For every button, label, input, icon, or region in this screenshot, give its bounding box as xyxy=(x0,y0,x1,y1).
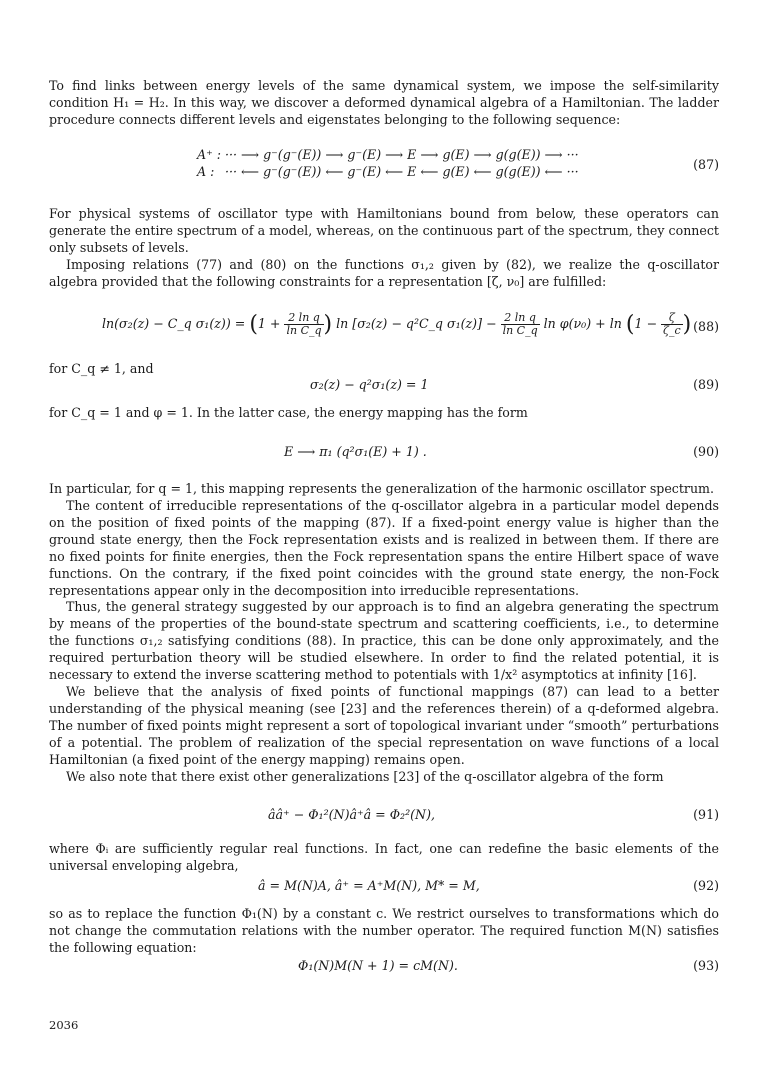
page-number: 2036 xyxy=(49,1018,79,1032)
equation-93 xyxy=(49,958,719,978)
equation-89-body: σ₂(z) − q²σ₁(z) = 1 xyxy=(310,377,429,392)
ladder-row-1-label: A⁺ : xyxy=(197,147,221,162)
equation-91 xyxy=(49,807,719,827)
equation-number-89: (89) xyxy=(693,377,719,392)
equation-90-body: E ⟶ π₁ (q²σ₁(E) + 1) . xyxy=(284,444,427,459)
equation-87 xyxy=(49,146,719,186)
equation-90 xyxy=(49,444,719,464)
equation-89 xyxy=(49,377,719,397)
equation-number-92: (92) xyxy=(693,878,719,893)
ladder-row-2-label: A : xyxy=(197,164,215,179)
equation-91-body: ââ⁺ − Φ₁²(N)â⁺â = Φ₂²(N), xyxy=(268,807,435,822)
paragraph-6: In particular, for q = 1, this mapping represents the generalization of the harmonic oscillator spectrum. xyxy=(49,481,714,496)
paragraph-8: Thus, the general strategy suggested by our approach is to find an algebra generating the spectrum by means of the properties of the bound-state spectrum and scattering coefficients, i.e., to determine the functions σ₁,₂ satisfying conditions (88). In practice, this can be done only approximately, and the required perturbation theory will be studied elsewhere. In order to find the related potential, it is necessary to extend the inverse scattering method to potentials with 1/x² asymptotics at infinity [16]. xyxy=(49,599,719,682)
equation-92 xyxy=(49,878,719,898)
paragraph-4: for C_q ≠ 1, and xyxy=(49,361,154,376)
eq88-fraction-3: $\frac{\zeta}{\zeta\_c}$ xyxy=(663,311,681,337)
eq88-middle: ln [σ₂(z) − q²C_q σ₁(z)] − xyxy=(336,316,497,331)
paragraph-11: where Φᵢ are sufficiently regular real functions. In fact, one can redefine the basic elements of the universal enveloping algebra, xyxy=(49,841,719,873)
paragraph-9: We believe that the analysis of fixed points of functional mappings (87) can lead to a better understanding of the physical meaning (see [23] and the references therein) of a q-deformed algebra. The number of fixed points might represent a sort of topological invariant under “smooth” perturbations of a potential. The problem of realization of the special representation on wave functions of a local Hamiltonian (a fixed point of the energy mapping) remains open. xyxy=(49,684,719,767)
equation-93-body: Φ₁(N)M(N + 1) = cM(N). xyxy=(298,958,458,973)
paragraph-3: Imposing relations (77) and (80) on the functions σ₁,₂ given by (82), we realize the q-oscillator algebra provided that the following constraints for a representation [ζ, ν₀] are fulfilled: xyxy=(49,257,719,289)
equation-88 xyxy=(49,306,719,346)
equation-88-body: ln(σ₂(z) − C_q σ₁(z)) = (1 + $\frac{\text{2 ln q}}{\text{ln C\_q}}$ ) ln [σ₂(z) − q²C_q σ₁(z)] − $\frac{\text{2 ln q}}{\text{ln C\_q}}$ ln φ(ν₀) + ln (1 − $\frac{\zeta}{\zeta\_c}$ ) xyxy=(102,311,692,337)
equation-number-93: (93) xyxy=(693,958,719,973)
equation-number-87: (87) xyxy=(693,157,719,172)
eq88-fraction-1: $\frac{\text{2 ln q}}{\text{ln C\_q}}$ xyxy=(286,311,322,337)
paragraph-10: We also note that there exist other generalizations [23] of the q-oscillator algebra of the form xyxy=(66,769,664,784)
ladder-row-2: ··· ⟵ g⁻(g⁻(E)) ⟵ g⁻(E) ⟵ E ⟵ g(E) ⟵ g(g(E)) ⟵ ··· xyxy=(225,164,579,179)
equation-92-body: â = M(N)A, â⁺ = A⁺M(N), M* = M, xyxy=(258,878,480,893)
paragraph-12: so as to replace the function Φ₁(N) by a constant c. We restrict ourselves to transformations which do not change the commutation relations with the number operator. The required function M(N) satisfies the following equation: xyxy=(49,906,719,955)
paragraph-7: The content of irreducible representations of the q-oscillator algebra in a particular model depends on the position of fixed points of the mapping (87). If a fixed-point energy value is higher than the ground state energy, then the Fock representation exists and is realized in between them. If there are no fixed points for finite energies, then the Fock representation spans the entire Hilbert space of wave functions. On the contrary, if the fixed point coincides with the ground state energy, the non-Fock representations appear only in the decomposition into irreducible representations. xyxy=(49,498,719,598)
paragraph-2: For physical systems of oscillator type with Hamiltonians bound from below, these operators can generate the entire spectrum of a model, whereas, on the continuous part of the spectrum, they connect only subsets of levels. xyxy=(49,206,719,255)
equation-number-91: (91) xyxy=(693,807,719,822)
eq88-fraction-2: $\frac{\text{2 ln q}}{\text{ln C\_q}}$ xyxy=(502,311,538,337)
equation-number-88: (88) xyxy=(693,319,719,334)
eq88-tail: ln φ(ν₀) + ln xyxy=(543,316,622,331)
ladder-sequence xyxy=(197,146,583,180)
paragraph-1: To find links between energy levels of the same dynamical system, we impose the self-similarity condition H₁ = H₂. In this way, we discover a deformed dynamical algebra of a Hamiltonian. The ladder procedure connects different levels and eigenstates belonging to the following sequence: xyxy=(49,78,719,127)
paragraph-5: for C_q = 1 and φ = 1. In the latter case, the energy mapping has the form xyxy=(49,405,528,420)
eq88-lhs: ln(σ₂(z) − C_q σ₁(z)) = xyxy=(102,316,246,331)
equation-number-90: (90) xyxy=(693,444,719,459)
ladder-row-1: ··· ⟶ g⁻(g⁻(E)) ⟶ g⁻(E) ⟶ E ⟶ g(E) ⟶ g(g(E)) ⟶ ··· xyxy=(225,147,579,162)
